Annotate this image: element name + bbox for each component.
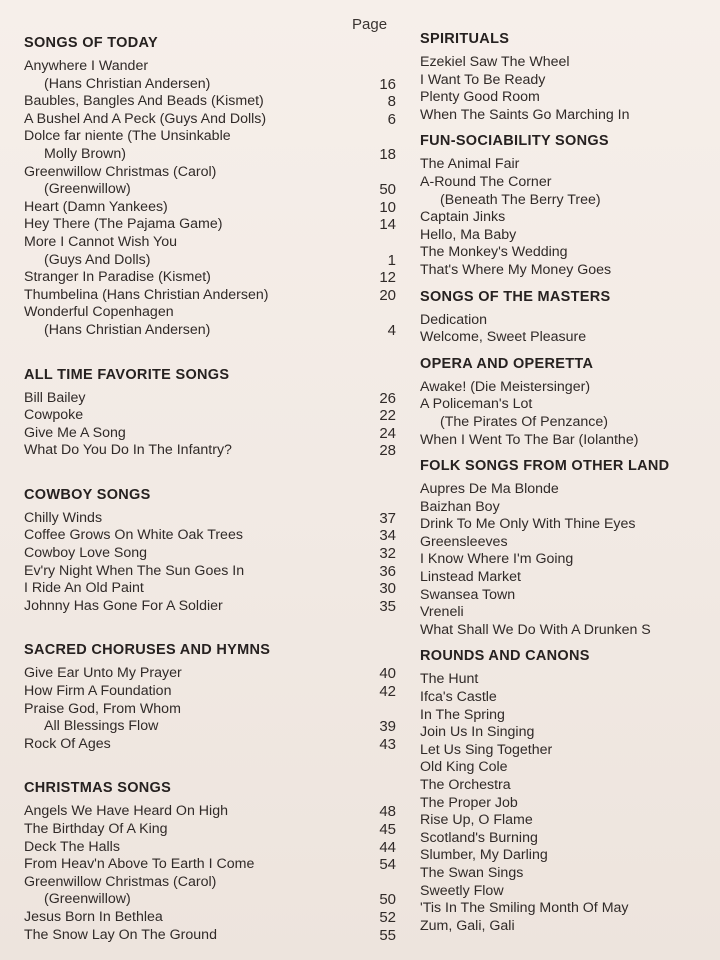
page-number: 40	[379, 665, 396, 683]
song-title: Deck The Halls	[24, 838, 120, 855]
song-title: Plenty Good Room	[420, 89, 540, 106]
song-title: I Know Where I'm Going	[420, 551, 574, 568]
song-title: A Bushel And A Peck (Guys And Dolls)	[24, 110, 267, 127]
section-heading: FOLK SONGS FROM OTHER LAND	[420, 458, 670, 475]
page-number: 48	[379, 803, 396, 821]
page-number: 1	[387, 251, 396, 269]
song-entry	[24, 527, 396, 545]
song-title: Ev'ry Night When The Sun Goes In	[24, 562, 245, 579]
song-title: That's Where My Money Goes	[420, 261, 612, 278]
song-subtitle: (Greenwillow)	[44, 891, 131, 908]
song-title: Cowboy Love Song	[24, 545, 148, 562]
song-entry	[420, 777, 720, 795]
page-number: 8	[387, 93, 396, 111]
page-number: 39	[379, 718, 396, 736]
song-entry	[420, 724, 720, 742]
song-title: Linstead Market	[420, 569, 521, 586]
song-entry	[420, 900, 720, 918]
song-title: Bill Bailey	[24, 389, 86, 406]
song-title: The Proper Job	[420, 794, 518, 811]
page-number: 35	[379, 597, 396, 615]
song-entry	[24, 234, 396, 269]
song-subtitle: (Beneath The Berry Tree)	[440, 191, 601, 208]
song-entry	[420, 107, 720, 125]
song-title: Praise God, From Whom	[24, 700, 181, 717]
page-number: 32	[379, 545, 396, 563]
song-title: In The Spring	[420, 706, 505, 723]
song-subtitle: All Blessings Flow	[44, 718, 159, 735]
song-title: The Snow Lay On The Ground	[24, 926, 217, 943]
song-entry	[24, 563, 396, 581]
song-entry	[420, 759, 720, 777]
song-entry	[420, 689, 720, 707]
song-title: Greenwillow Christmas (Carol)	[24, 163, 217, 180]
song-title: Sweetly Flow	[420, 882, 504, 899]
song-title: Hey There (The Pajama Game)	[24, 216, 223, 233]
song-title: Welcome, Sweet Pleasure	[420, 329, 587, 346]
song-title: A Policeman's Lot	[420, 396, 533, 413]
page-number: 54	[379, 856, 396, 874]
page-number: 36	[379, 562, 396, 580]
page-number: 37	[379, 509, 396, 527]
song-entry	[24, 164, 396, 199]
section-heading: SONGS OF THE MASTERS	[420, 288, 611, 305]
song-title: Jesus Born In Bethlea	[24, 908, 163, 925]
page-number: 43	[379, 735, 396, 753]
page-number: 18	[379, 145, 396, 163]
song-title: Old King Cole	[420, 759, 508, 776]
page-number: 30	[379, 580, 396, 598]
section-heading: OPERA AND OPERETTA	[420, 355, 594, 372]
section-cowboy-songs	[24, 486, 396, 616]
song-title: 'Tis In The Smiling Month Of May	[420, 900, 629, 917]
song-entry	[420, 707, 720, 725]
song-entry	[24, 269, 396, 287]
page-number: 16	[379, 75, 396, 93]
song-entry	[24, 736, 396, 754]
song-entry	[420, 534, 720, 552]
song-entry	[420, 312, 720, 330]
song-title: Join Us In Singing	[420, 724, 535, 741]
song-entry	[420, 883, 720, 901]
song-title: The Orchestra	[420, 777, 511, 793]
page-column-label: Page	[352, 16, 388, 33]
song-entry	[420, 847, 720, 865]
page-number: 10	[379, 198, 396, 216]
song-title: I Ride An Old Paint	[24, 580, 144, 597]
song-entry	[420, 865, 720, 883]
song-title: Rock Of Ages	[24, 735, 111, 752]
song-entry	[420, 587, 720, 605]
song-title: What Do You Do In The Infantry?	[24, 442, 232, 459]
song-title: Dedication	[420, 311, 488, 328]
song-entry	[420, 569, 720, 587]
song-entry	[420, 481, 720, 499]
song-entry	[420, 499, 720, 517]
section-opera-and-operetta	[420, 355, 720, 449]
song-title: From Heav'n Above To Earth I Come	[24, 856, 255, 873]
section-spirituals	[420, 30, 720, 124]
song-title: Coffee Grows On White Oak Trees	[24, 527, 243, 544]
right-column	[420, 30, 720, 935]
song-title: Give Me A Song	[24, 424, 126, 441]
song-entry	[24, 111, 396, 129]
song-title: Greenwillow Christmas (Carol)	[24, 873, 217, 890]
section-fun-sociability-songs	[420, 132, 720, 279]
page-number: 34	[379, 527, 396, 545]
song-title: Slumber, My Darling	[420, 847, 548, 864]
song-entry	[24, 58, 396, 93]
song-title: Swansea Town	[420, 586, 516, 603]
song-subtitle: (Greenwillow)	[44, 181, 131, 198]
song-entry	[24, 304, 396, 339]
song-title: More I Cannot Wish You	[24, 233, 177, 250]
song-title: The Birthday Of A King	[24, 821, 168, 837]
song-entry	[24, 856, 396, 874]
section-heading: COWBOY SONGS	[24, 486, 151, 503]
song-title: Ezekiel Saw The Wheel	[420, 54, 570, 70]
song-title: Johnny Has Gone For A Soldier	[24, 597, 223, 614]
song-title: Greensleeves	[420, 533, 508, 550]
section-christmas-songs	[24, 779, 396, 944]
song-title: Stranger In Paradise (Kismet)	[24, 269, 211, 286]
song-entry	[420, 89, 720, 107]
page-number: 42	[379, 683, 396, 701]
song-title: Aupres De Ma Blonde	[420, 481, 559, 498]
song-entry	[420, 174, 720, 209]
song-entry	[24, 425, 396, 443]
song-entry	[420, 622, 720, 640]
song-title: A-Round The Corner	[420, 173, 552, 190]
song-title: Dolce far niente (The Unsinkable	[24, 128, 231, 145]
song-entry	[420, 795, 720, 813]
song-entry	[420, 396, 720, 431]
song-entry	[420, 830, 720, 848]
song-entry	[24, 407, 396, 425]
song-entry	[24, 216, 396, 234]
song-entry	[24, 839, 396, 857]
song-entry	[420, 551, 720, 569]
song-entry	[420, 329, 720, 347]
song-title: The Hunt	[420, 671, 479, 688]
section-heading: ROUNDS AND CANONS	[420, 648, 590, 665]
song-title: Anywhere I Wander	[24, 58, 149, 74]
song-entry	[24, 442, 396, 460]
song-entry	[24, 510, 396, 528]
page-number: 55	[379, 926, 396, 944]
song-title: When I Went To The Bar (Iolanthe)	[420, 431, 639, 448]
song-entry	[24, 927, 396, 945]
song-entry	[24, 287, 396, 305]
page-number: 22	[379, 407, 396, 425]
song-entry	[24, 93, 396, 111]
song-title: Heart (Damn Yankees)	[24, 198, 168, 215]
song-entry	[24, 390, 396, 408]
song-title: When The Saints Go Marching In	[420, 106, 630, 123]
song-subtitle: (Hans Christian Andersen)	[44, 75, 211, 92]
section-songs-of-the-masters	[420, 288, 720, 347]
page-number: 26	[379, 389, 396, 407]
song-entry	[24, 128, 396, 163]
song-entry	[420, 156, 720, 174]
section-heading: SONGS OF TODAY	[24, 35, 158, 51]
song-title: Cowpoke	[24, 407, 84, 424]
song-title: Scotland's Burning	[420, 829, 538, 846]
page-number: 44	[379, 838, 396, 856]
song-title: The Animal Fair	[420, 156, 520, 173]
song-title: How Firm A Foundation	[24, 683, 172, 700]
song-entry	[420, 244, 720, 262]
page-number: 50	[379, 891, 396, 909]
song-title: Drink To Me Only With Thine Eyes	[420, 516, 636, 533]
song-entry	[420, 209, 720, 227]
song-entry	[420, 604, 720, 622]
page-number: 24	[379, 424, 396, 442]
song-title: Chilly Winds	[24, 509, 103, 526]
song-title: The Monkey's Wedding	[420, 244, 568, 261]
song-entry	[24, 874, 396, 909]
song-entry	[24, 580, 396, 598]
song-entry	[24, 665, 396, 683]
song-entry	[420, 54, 720, 72]
song-entry	[420, 432, 720, 450]
song-entry	[24, 598, 396, 616]
song-entry	[24, 821, 396, 839]
song-subtitle: (Hans Christian Andersen)	[44, 321, 211, 338]
section-heading: SACRED CHORUSES AND HYMNS	[24, 642, 271, 659]
song-title: What Shall We Do With A Drunken S	[420, 621, 651, 638]
song-title: Ifca's Castle	[420, 689, 497, 706]
page-number: 52	[379, 908, 396, 926]
song-title: Awake! (Die Meistersinger)	[420, 378, 591, 395]
section-heading: FUN-SOCIABILITY SONGS	[420, 133, 609, 150]
song-entry	[420, 742, 720, 760]
page-number: 20	[379, 286, 396, 304]
song-title: Hello, Ma Baby	[420, 226, 517, 243]
song-title: Baizhan Boy	[420, 498, 500, 515]
left-column	[24, 34, 396, 944]
song-entry	[420, 918, 720, 936]
song-entry	[420, 812, 720, 830]
song-subtitle: Molly Brown)	[44, 145, 126, 162]
song-title: Angels We Have Heard On High	[24, 803, 228, 820]
page-number: 45	[379, 821, 396, 838]
song-title: The Swan Sings	[420, 864, 524, 881]
section-sacred-choruses-and-hymns	[24, 641, 396, 753]
section-heading: CHRISTMAS SONGS	[24, 780, 172, 797]
song-entry	[420, 72, 720, 90]
song-entry	[420, 671, 720, 689]
song-subtitle: (Guys And Dolls)	[44, 251, 151, 268]
page-number: 4	[387, 321, 396, 339]
section-heading: ALL TIME FAVORITE SONGS	[24, 366, 230, 383]
section-rounds-and-canons	[420, 647, 720, 935]
song-entry	[24, 803, 396, 821]
section-all-time-favorite-songs	[24, 366, 396, 460]
song-title: Zum, Gali, Gali	[420, 917, 515, 934]
song-subtitle: (The Pirates Of Penzance)	[440, 413, 608, 430]
page-number: 12	[379, 269, 396, 287]
song-entry	[420, 516, 720, 534]
song-title: Baubles, Bangles And Beads (Kismet)	[24, 93, 264, 110]
song-entry	[420, 379, 720, 397]
song-entry	[24, 909, 396, 927]
song-title: Wonderful Copenhagen	[24, 304, 174, 321]
song-title: Thumbelina (Hans Christian Andersen)	[24, 286, 269, 303]
page-number: 6	[387, 110, 396, 128]
song-entry	[420, 227, 720, 245]
page-number: 14	[379, 216, 396, 234]
page-number: 28	[379, 442, 396, 460]
song-entry	[24, 199, 396, 217]
section-folk-songs-from-other-land	[420, 457, 720, 639]
song-entry	[24, 701, 396, 736]
song-entry	[420, 262, 720, 280]
song-entry	[24, 545, 396, 563]
song-title: Rise Up, O Flame	[420, 812, 533, 829]
song-title: I Want To Be Ready	[420, 71, 546, 88]
song-title: Captain Jinks	[420, 209, 506, 226]
section-songs-of-today	[24, 34, 396, 340]
page-number: 50	[379, 181, 396, 199]
section-heading: SPIRITUALS	[420, 31, 510, 47]
song-title: Vreneli	[420, 604, 464, 621]
song-entry	[24, 683, 396, 701]
song-title: Give Ear Unto My Prayer	[24, 665, 182, 682]
song-title: Let Us Sing Together	[420, 741, 553, 758]
